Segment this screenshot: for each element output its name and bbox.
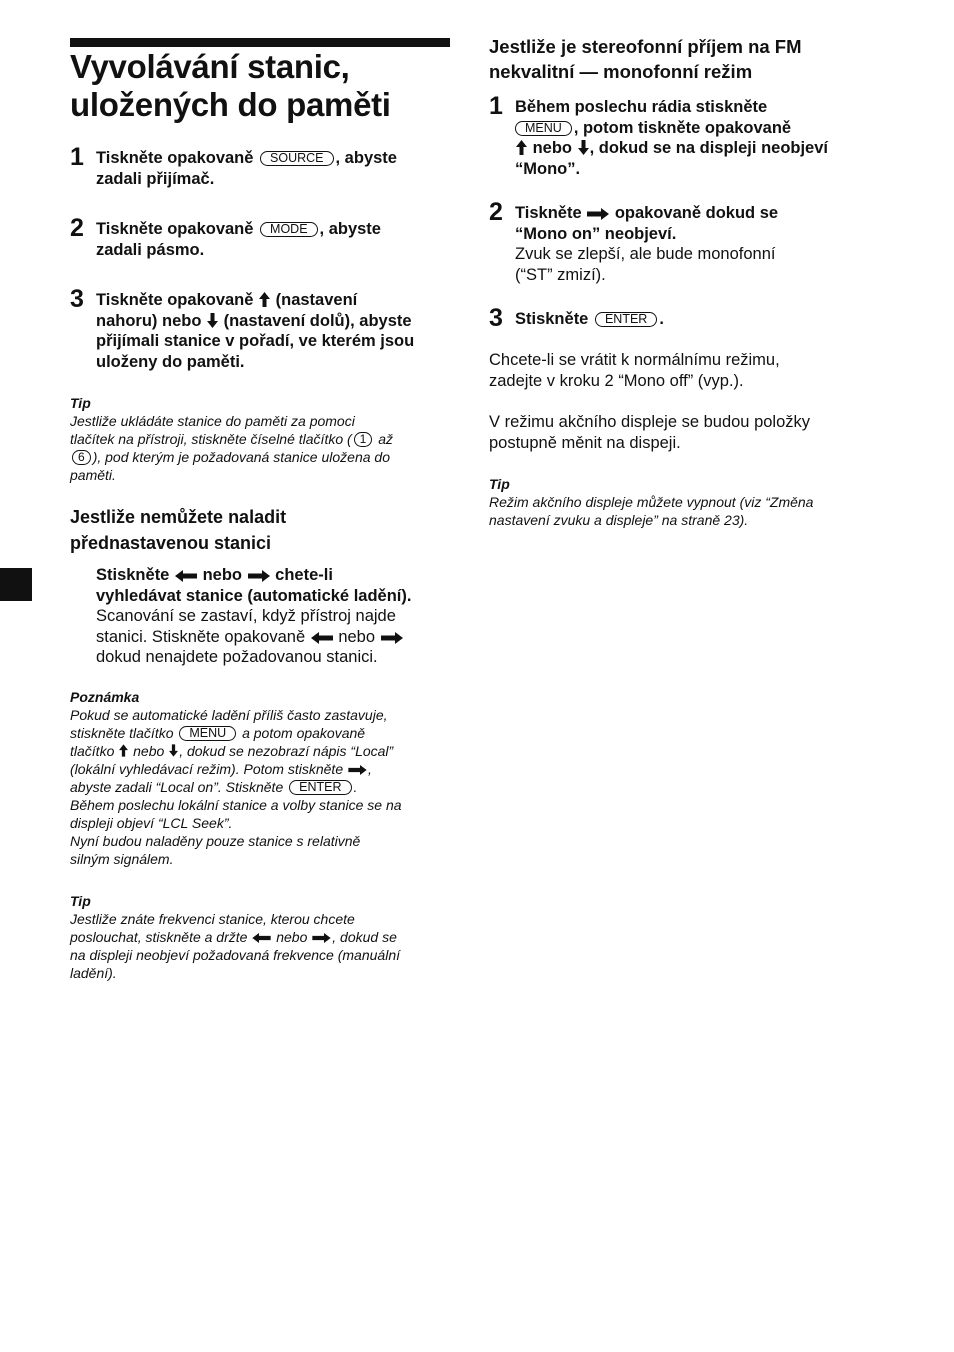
paragraph-line: Chcete-li se vrátit k normálnímu režimu, — [489, 351, 780, 369]
arrow-left-icon — [175, 570, 197, 582]
action-display-paragraph — [489, 412, 889, 453]
step-3-text-c: nahoru) nebo — [96, 311, 202, 330]
mono-step-3-line: . — [659, 310, 664, 328]
note-line: Nyní budou naladěny pouze stanice s relativně — [70, 833, 361, 849]
mono-step-1-line: nebo — [532, 139, 573, 157]
arrow-down-icon — [207, 313, 218, 328]
step-2-text — [96, 219, 456, 260]
seek-text: chete-li — [275, 566, 333, 584]
paragraph-line: V režimu akčního displeje se budou položky — [489, 413, 811, 431]
seek-text: nebo — [338, 627, 376, 646]
arrow-left-icon — [311, 632, 333, 644]
number-key-6: 6 — [72, 450, 91, 465]
mono-heading — [489, 34, 889, 84]
mono-step-1-line: “Mono”. — [515, 159, 581, 178]
note-line: , — [368, 761, 372, 777]
paragraph-line: zadejte v kroku 2 “Mono off” (vyp.). — [489, 371, 744, 390]
arrow-left-icon — [252, 933, 271, 943]
tip-1-body — [70, 412, 455, 484]
mono-step-2-line: Zvuk se zlepší, ale bude monofonní — [515, 245, 776, 263]
tip-1-line: až — [378, 431, 394, 447]
number-key-1: 1 — [354, 432, 373, 447]
page-title — [70, 48, 460, 124]
tip-2-line: poslouchat, stiskněte a držte — [70, 929, 248, 945]
title-line-1: Vyvolávání stanic, — [70, 48, 350, 85]
title-rule — [70, 38, 450, 47]
step-1-text-c: zadali přijímač. — [96, 169, 215, 188]
step-3-text-f: uloženy do paměti. — [96, 352, 245, 371]
step-3-text-e: přijímali stanice v pořadí, ve kterém jsou — [96, 332, 415, 350]
tip-1-line: paměti. — [70, 467, 116, 483]
arrow-right-icon — [312, 933, 331, 943]
enter-key: ENTER — [595, 312, 657, 327]
step-1-text-a: Tiskněte opakovaně — [96, 149, 254, 167]
step-1-text-b: , abyste — [335, 149, 397, 167]
mono-step-1-number: 1 — [489, 92, 503, 120]
seek-text: vyhledávat stanice (automatické ladění). — [96, 586, 412, 605]
note-line: displeji objeví “LCL Seek”. — [70, 815, 233, 831]
note-block — [70, 688, 460, 868]
mono-step-2-number: 2 — [489, 198, 503, 226]
source-key: SOURCE — [260, 151, 333, 166]
note-line: tlačítko — [70, 743, 115, 759]
right-tip-body — [489, 493, 889, 529]
tip-2-line: nebo — [276, 929, 308, 945]
note-line: a potom opakovaně — [242, 725, 366, 741]
mono-step-2-line: opakovaně dokud se — [614, 204, 779, 222]
tip-2 — [70, 892, 460, 982]
title-line-2: uložených do paměti — [70, 86, 391, 123]
mono-step-3-number: 3 — [489, 304, 503, 332]
note-line: Pokud se automatické ladění příliš často zastavuje, — [70, 707, 388, 723]
step-1-text — [96, 148, 456, 189]
menu-key: MENU — [515, 121, 572, 136]
arrow-right-icon — [381, 632, 403, 644]
mono-step-1-line: , dokud se na displeji neobjeví — [589, 139, 828, 157]
right-tip-line: nastavení zvuku a displeje” na straně 23). — [489, 512, 749, 528]
note-line: abyste zadali “Local on”. Stiskněte — [70, 779, 284, 795]
tip-1 — [70, 394, 455, 484]
right-tip — [489, 475, 889, 529]
section-tab-marker — [0, 568, 32, 601]
seek-text: nebo — [202, 566, 242, 584]
step-2-number: 2 — [70, 214, 84, 242]
mono-step-2-line: (“ST” zmizí). — [515, 265, 606, 284]
arrow-right-icon — [248, 570, 270, 582]
mono-step-1-line: Během poslechu rádia stiskněte — [515, 98, 768, 116]
arrow-up-icon — [516, 140, 527, 155]
mono-step-3-line: Stiskněte — [515, 310, 589, 328]
tip-2-line: Jestliže znáte frekvenci stanice, kterou chcete — [70, 911, 355, 927]
arrow-right-icon — [348, 765, 367, 775]
tip-2-line: na displeji neobjeví požadovaná frekvence (manuální — [70, 947, 400, 963]
enter-key: ENTER — [289, 780, 351, 795]
mono-step-2-line: “Mono on” neobjeví. — [515, 224, 677, 243]
mono-step-3-text — [515, 309, 895, 330]
arrow-up-icon — [119, 744, 128, 757]
tip-2-label: Tip — [70, 893, 91, 909]
tip-1-line: tlačítek na přístroji, stiskněte číselné tlačítko ( — [70, 431, 352, 447]
note-label: Poznámka — [70, 689, 140, 705]
seek-text: stanici. Stiskněte opakovaně — [96, 627, 306, 646]
step-2-text-c: zadali pásmo. — [96, 240, 205, 259]
step-3-number: 3 — [70, 285, 84, 313]
arrow-down-icon — [578, 140, 589, 155]
note-line: Během poslechu lokální stanice a volby stanice se na — [70, 797, 402, 813]
step-3-text-a: Tiskněte opakovaně — [96, 291, 254, 309]
mono-heading-line-2: nekvalitní — monofonní režim — [489, 61, 753, 82]
mode-key: MODE — [260, 222, 318, 237]
step-3-text-b: (nastavení — [275, 291, 358, 309]
mono-off-paragraph — [489, 350, 889, 391]
seek-text: Stiskněte — [96, 566, 170, 584]
arrow-right-icon — [587, 208, 609, 220]
mono-step-2-text — [515, 203, 895, 285]
menu-key: MENU — [179, 726, 236, 741]
tip-1-label: Tip — [70, 395, 91, 411]
seek-instructions — [96, 565, 456, 668]
tip-2-body — [70, 910, 460, 982]
step-2-text-a: Tiskněte opakovaně — [96, 220, 254, 238]
arrow-down-icon — [169, 744, 178, 757]
mono-step-2-line: Tiskněte — [515, 204, 582, 222]
mono-step-1-line: , potom tiskněte opakovaně — [573, 118, 792, 137]
seek-text: Scanování se zastaví, když přístroj najde — [96, 607, 396, 625]
seek-text: dokud nenajdete požadovanou stanici. — [96, 648, 378, 666]
note-line: (lokální vyhledávací režim). Potom stiskněte — [70, 761, 344, 777]
step-3-text-d: (nastavení dolů), abyste — [223, 311, 412, 330]
note-line: silným signálem. — [70, 851, 174, 867]
arrow-up-icon — [259, 292, 270, 307]
note-line: , dokud se nezobrazí nápis “Local” — [179, 743, 394, 759]
tip-2-line: ladění). — [70, 965, 117, 981]
mono-step-1-text — [515, 97, 895, 179]
tip-1-line: ), pod kterým je požadovaná stanice uložena do — [92, 449, 390, 465]
mono-heading-line-1: Jestliže je stereofonní příjem na FM — [489, 36, 802, 57]
subheading-line-2: přednastavenou stanici — [70, 533, 272, 553]
step-3-text — [96, 290, 461, 372]
paragraph-line: postupně měnit na dispeji. — [489, 433, 681, 452]
note-line: stiskněte tlačítko — [70, 725, 174, 741]
note-body — [70, 706, 460, 868]
step-2-text-b: , abyste — [319, 220, 381, 238]
note-line: . — [353, 779, 358, 795]
right-tip-label: Tip — [489, 476, 510, 492]
right-tip-line: Režim akčního displeje můžete vypnout (viz “Změna — [489, 494, 814, 510]
note-line: nebo — [133, 743, 165, 759]
step-1-number: 1 — [70, 143, 84, 171]
section-subheading — [70, 504, 450, 556]
subheading-line-1: Jestliže nemůžete naladit — [70, 507, 287, 527]
tip-2-line: , dokud se — [332, 929, 397, 945]
tip-1-line: Jestliže ukládáte stanice do paměti za pomoci — [70, 413, 355, 429]
